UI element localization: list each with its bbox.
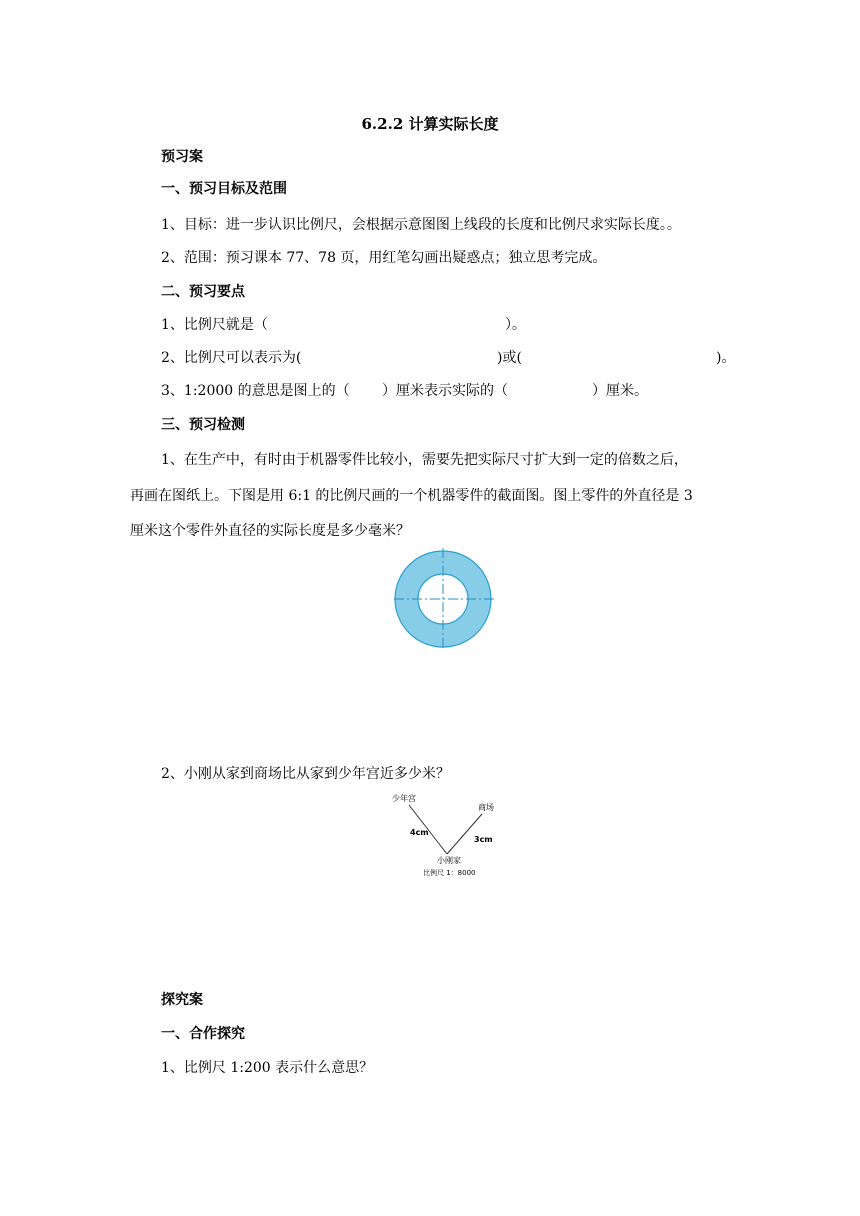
label-dist-left: 4cm: [410, 828, 429, 837]
q3-start: 3、1:2000 的意思是图上的（: [161, 383, 350, 399]
q2-mid: )或(: [497, 350, 522, 366]
section1-heading: 一、预习目标及范围: [161, 181, 287, 197]
label-dist-right: 3cm: [474, 835, 493, 844]
q3-end: ）厘米。: [592, 383, 648, 399]
label-mall: 商场: [478, 803, 494, 812]
explore-heading: 探究案: [161, 992, 203, 1008]
page-title: 6.2.2 计算实际长度: [361, 115, 499, 133]
goal-text: 1、目标：进一步认识比例尺，会根据示意图图上线段的长度和比例尺求实际长度。。: [161, 217, 681, 233]
label-youth-palace: 少年宫: [392, 794, 416, 803]
label-scale: 比例尺 1：8000: [423, 869, 476, 877]
explore-section1-heading: 一、合作探究: [161, 1026, 245, 1042]
q2-start: 2、比例尺可以表示为(: [161, 350, 302, 366]
section2-heading: 二、预习要点: [161, 284, 245, 300]
path-to-mall: [447, 814, 482, 854]
problem1-line3: 厘米这个零件外直径的实际长度是多少毫米？: [130, 523, 410, 539]
scope-text: 2、范围：预习课本 77、78 页，用红笔勾画出疑惑点；独立思考完成。: [161, 250, 607, 266]
preview-heading: 预习案: [161, 149, 203, 165]
problem1-line2: 再画在图纸上。下图是用 6:1 的比例尺画的一个机器零件的截面图。图上零件的外直径是 3: [130, 488, 693, 504]
problem2-text: 2、小刚从家到商场比从家到少年宫近多少米？: [161, 766, 450, 782]
q3-mid: ）厘米表示实际的（: [382, 383, 508, 399]
label-home: 小刚家: [437, 856, 461, 865]
explore-q1: 1、比例尺 1:200 表示什么意思？: [161, 1060, 374, 1076]
q1-start: 1、比例尺就是（: [161, 317, 268, 333]
route-map-figure: [390, 792, 500, 880]
section3-heading: 三、预习检测: [161, 417, 245, 433]
q2-end: )。: [716, 350, 736, 366]
problem1-line1: 1、在生产中，有时由于机器零件比较小，需要先把实际尺寸扩大到一定的倍数之后，: [161, 452, 688, 468]
machine-part-ring-figure: [392, 546, 500, 654]
q1-end: ）。: [505, 317, 526, 333]
